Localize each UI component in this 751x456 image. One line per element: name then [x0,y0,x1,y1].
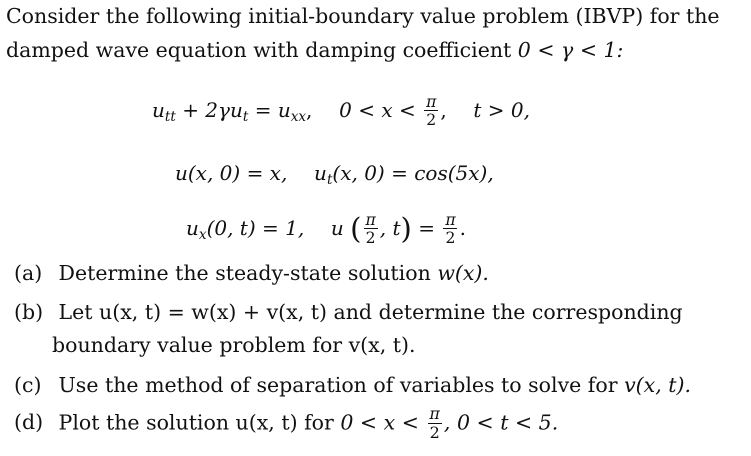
intro-line-2: damped wave equation with damping coefficient 0 < γ < 1: [6,38,624,62]
part-b: (b) Let u(x, t) = w(x) + v(x, t) and determine the corresponding [14,300,683,324]
boundary-conditions: $u_x(0$, t) = 1, u ( $\frac{\pi}{2}$ , t) = $\frac{\pi}{2}$ . [186,211,466,248]
part-d: (d) Plot the solution u(x, t) for 0 < x < $\frac{\pi}{2}$ , 0 < t < 5. [14,404,559,442]
pde-equation: $u_{tt} + 2\gamma u_t = u_{xx}$, 0 < x < $\frac{\pi}{2}$ , t > 0, [152,93,530,130]
part-c: (c) Use the method of separation of variables to solve for v(x, t). [14,373,691,397]
part-a: (a) Determine the steady-state solution w(x). [14,261,489,285]
initial-conditions: u(x, 0) = x, $u_t(x$, 0) = cos(5x), [175,161,494,189]
pi-over-2-fraction: $\frac{\pi}{2}$ [426,93,437,130]
intro-line-1: Consider the following initial-boundary value problem (IBVP) for the [6,4,720,28]
part-b-continuation: boundary value problem for v(x, t). [52,333,416,357]
